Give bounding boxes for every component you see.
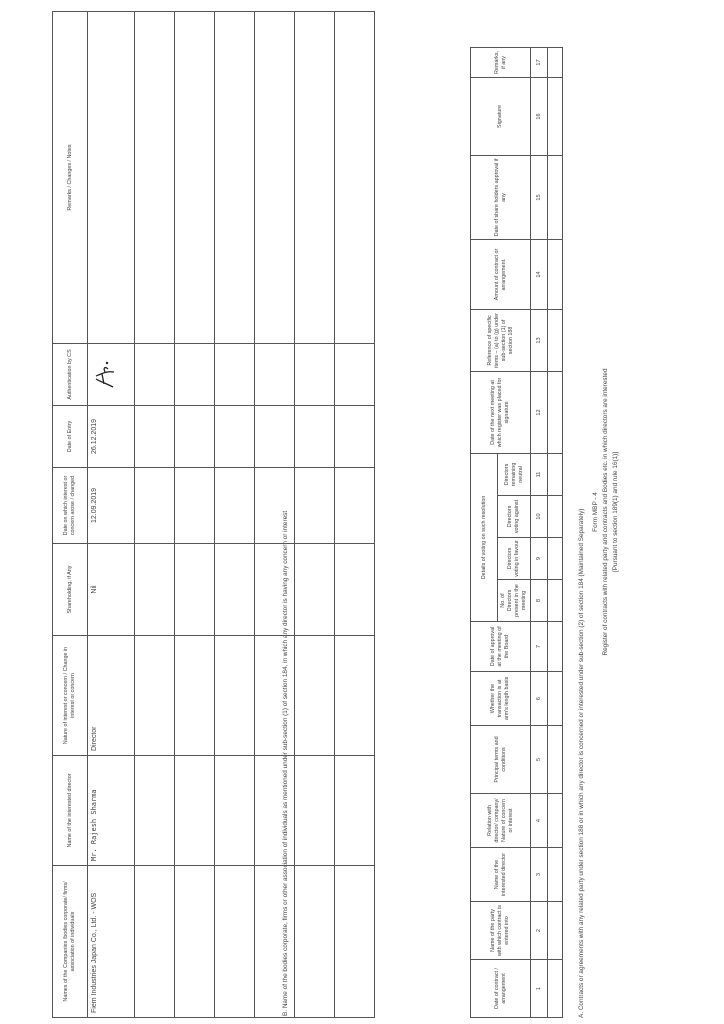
col-next-meeting-date: Date of the next meeting at which register was placed for signature [471,371,531,453]
col-date-contract: Date of contract / arrangement [471,960,531,1018]
column-number: 5 [531,726,548,794]
col-relation: Relation with director/ company/ Nature of concern or interest [471,794,531,848]
column-number: 1 [531,960,548,1018]
column-number: 4 [531,794,548,848]
column-number: 6 [531,672,548,726]
col-section-reference: Reference of specific items – (a) to (g) under sub-section (1) of section 188 [471,309,531,371]
col-directors-against: Directors voting against [498,496,531,538]
company-name-cell: Fiem Industries Japan Co., Ltd. - WOS [88,866,135,1018]
col-date-interest-arose: Date on which interest or concern arose / changed [53,468,88,544]
remarks-cell [88,12,135,344]
column-number: 3 [531,848,548,902]
col-board-approval-date: Date of approval at the meeting of the Board [471,622,531,672]
table-row [335,12,375,1018]
director-name-cell: Mr. Rajesh Sharma [88,756,135,866]
column-number: 7 [531,622,548,672]
column-number: 11 [531,453,548,495]
col-shareholder-approval-date: Date of share holders approval if any [471,155,531,239]
col-directors-favour: Directors voting in favour [498,538,531,580]
section-a-empty-row [548,47,563,1017]
authentication-cell [88,344,135,406]
col-principal-terms: Principal terms and conditions [471,726,531,794]
shareholding-cell: Nil [88,544,135,636]
col-signature: Signature [471,77,531,155]
table-row [295,12,335,1018]
column-number: 2 [531,902,548,960]
section-a-table [470,47,563,1018]
column-number: 15 [531,155,548,239]
form-reference: [Pursuant to section 189(1) and rule 16(1)] [612,451,619,573]
date-entry-cell: 26.12.2019 [88,406,135,468]
column-number: 9 [531,538,548,580]
col-authentication: Authentication by CS [53,344,88,406]
col-company-names: Names of the Companies /bodies corporate/ firms/ association of individuals [53,866,88,1018]
section-b-table [52,11,375,1018]
form-title: Form MBP - 4 [592,492,599,532]
col-interested-director: Name of the interested director [53,756,88,866]
table-row [88,12,135,1018]
col-date-of-entry: Date of Entry [53,406,88,468]
table-row [175,12,215,1018]
col-remarks-notes: Remarks / Changes / Notes [53,12,88,344]
col-interested-director: Name of the interested director [471,848,531,902]
col-voting-details: Details of voting on such resolution [471,453,498,621]
column-number: 13 [531,309,548,371]
col-nature-of-interest: Nature of interest or concern / Change in interest or concern [53,636,88,756]
col-directors-neutral: Directors remaining neutral [498,453,531,495]
column-number: 14 [531,239,548,309]
table-row [215,12,255,1018]
column-number: 12 [531,371,548,453]
col-directors-present: No. of Directors present in the meeting [498,580,531,622]
col-arms-length: Whether the transaction is at arm's length basis [471,672,531,726]
col-party-name: Name of the party with which contract is entered into [471,902,531,960]
col-shareholding: Shareholding, if Any [53,544,88,636]
form-subtitle: Register of contracts with related party and contracts and Bodies etc. in which directors are interested [602,368,609,656]
date-arose-cell: 12.09.2019 [88,468,135,544]
signature-icon [93,358,117,392]
section-a-title: A. Contracts or agreements with any related party under section 188 or in which any director is concerned or interested under sub-section (2) of section 184 (Maintained Separately) [578,508,585,1018]
section-b-title: B. Name of the bodies corporate, firms or other association of individuals as mentioned under sub-section (1) of section 184, in which any director is having any concern or interest [282,510,289,1016]
col-amount: Amount of contract or arrangement. [471,239,531,309]
table-row [255,12,295,1018]
col-remarks: Remarks, if any [471,47,531,77]
column-number: 8 [531,580,548,622]
column-number: 17 [531,47,548,77]
column-number: 10 [531,496,548,538]
nature-cell: Director [88,636,135,756]
table-row [135,12,175,1018]
column-number: 16 [531,77,548,155]
